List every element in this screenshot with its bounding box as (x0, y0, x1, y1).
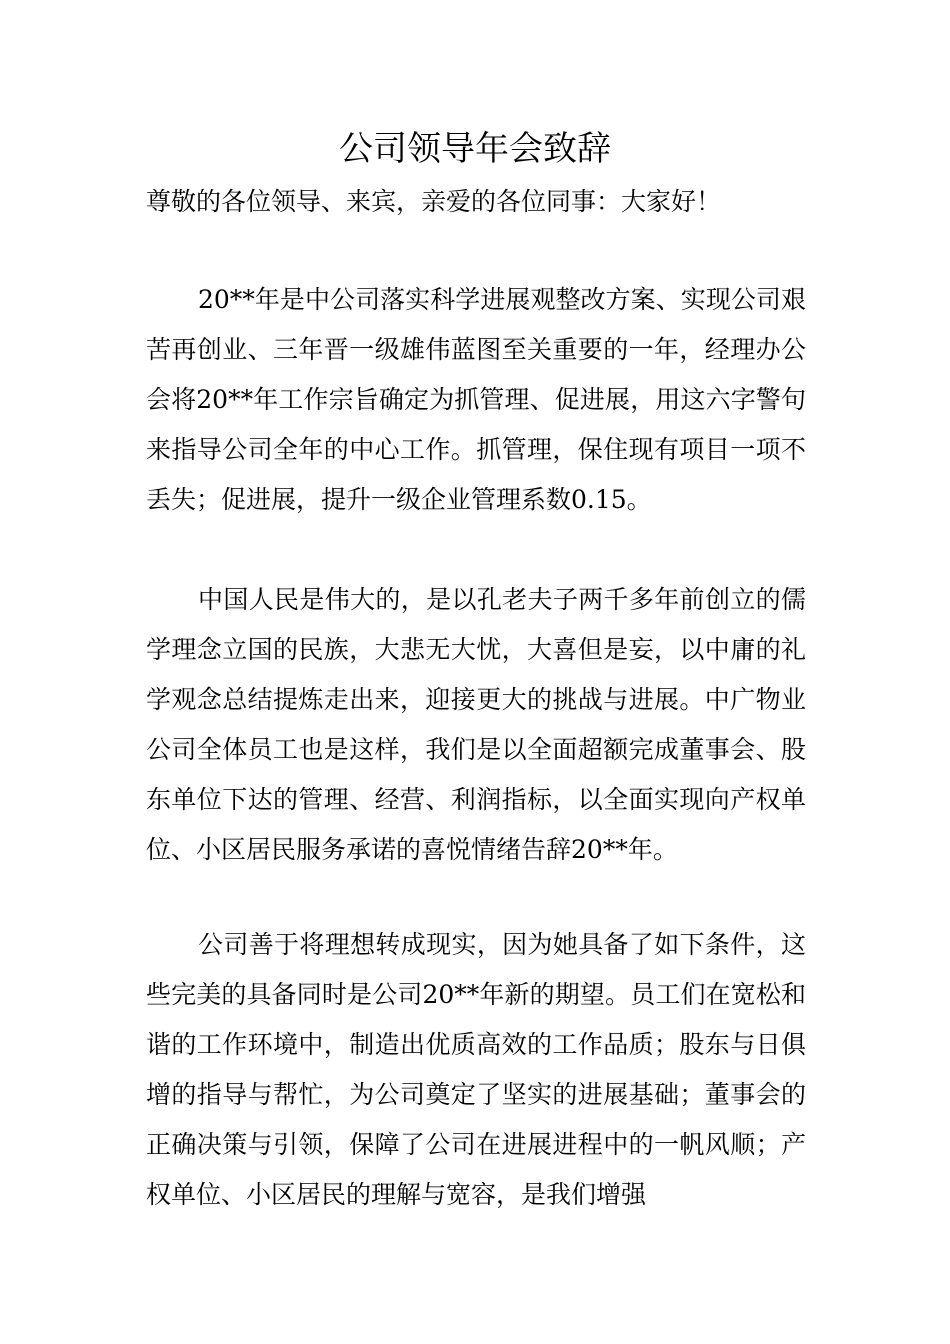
paragraph-3: 公司善于将理想转成现实，因为她具备了如下条件，这些完美的具备同时是公司20**年新的期望。员工们在宽松和谐的工作环境中，制造出优质高效的工作品质；股东与日俱增的指导与帮忙，为公司奠定了坚实的进展基础；董事会的正确决策与引领，保障了公司在进展进程中的一帆风顺；产权单位、小区居民的理解与宽容，是我们增强 (146, 930, 806, 1209)
paragraph-1: 20**年是中公司落实科学进展观整改方案、实现公司艰苦再创业、三年晋一级雄伟蓝图至关重要的一年，经理办公会将20**年工作宗旨确定为抓管理、促进展，用这六字警句来指导公司全年的中心工作。抓管理，保住现有项目一项不丢失；促进展，提升一级企业管理系数0.15。 (146, 285, 806, 514)
paragraph-2: 中国人民是伟大的，是以孔老夫子两千多年前创立的儒学理念立国的民族，大悲无大忧，大喜但是妄，以中庸的礼学观念总结提炼走出来，迎接更大的挑战与进展。中广物业公司全体员工也是这样，我们是以全面超额完成董事会、股东单位下达的管理、经营、利润指标，以全面实现向产权单位、小区居民服务承诺的喜悦情绪告辞20**年。 (146, 585, 806, 864)
document-title: 公司领导年会致辞 (339, 129, 611, 169)
greeting-line: 尊敬的各位领导、来宾，亲爱的各位同事：大家好！ (146, 187, 722, 216)
